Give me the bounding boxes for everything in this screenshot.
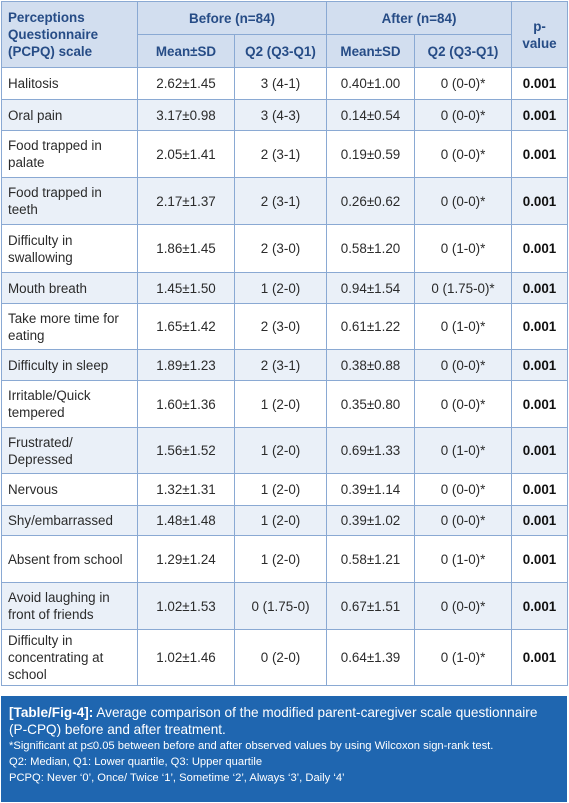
table-row: [2, 428, 568, 474]
after-mean-header: Mean±SD: [327, 35, 415, 68]
after-q2-cell: 0 (1.75-0)*: [415, 273, 512, 304]
p-value-cell: 0.001: [512, 506, 568, 536]
before-mean-cell: 2.62±1.45: [138, 68, 235, 100]
after-mean-cell: 0.39±1.02: [327, 506, 415, 536]
after-q2-cell: 0 (0-0)*: [415, 474, 512, 506]
p-value-cell: 0.001: [512, 381, 568, 428]
table-row: [2, 474, 568, 506]
table-row: [2, 131, 568, 178]
item-cell: Nervous: [2, 474, 138, 506]
table-row: [2, 536, 568, 583]
item-cell: Frustrated/ Depressed: [2, 428, 138, 474]
caption-main: [9, 704, 559, 738]
header-row-top: [2, 2, 568, 35]
after-mean-cell: 0.38±0.88: [327, 350, 415, 381]
before-header: Before (n=84): [138, 2, 327, 35]
before-mean-header: Mean±SD: [138, 35, 235, 68]
before-q2-cell: 1 (2-0): [235, 381, 327, 428]
results-table: [1, 1, 568, 686]
caption-note-significance: *Significant at p≤0.05 between before and after observed values by using Wilcoxon sign-rank test.: [9, 740, 494, 752]
table-row: [2, 178, 568, 225]
after-mean-cell: 0.39±1.14: [327, 474, 415, 506]
item-cell: Difficulty in sleep: [2, 350, 138, 381]
before-q2-cell: 1 (2-0): [235, 506, 327, 536]
item-cell: Difficulty in swallowing: [2, 225, 138, 273]
after-q2-cell: 0 (0-0)*: [415, 381, 512, 428]
caption-note-quartiles: Q2: Median, Q1: Lower quartile, Q3: Upper quartile: [9, 756, 263, 768]
table-body: [2, 68, 568, 686]
after-q2-header: Q2 (Q3-Q1): [415, 35, 512, 68]
after-q2-cell: 0 (0-0)*: [415, 100, 512, 131]
table-row: [2, 100, 568, 131]
p-value-cell: 0.001: [512, 350, 568, 381]
p-value-cell: 0.001: [512, 68, 568, 100]
before-mean-cell: 1.89±1.23: [138, 350, 235, 381]
after-q2-cell: 0 (1-0)*: [415, 304, 512, 350]
p-value-cell: 0.001: [512, 100, 568, 131]
p-value-cell: 0.001: [512, 428, 568, 474]
item-cell: Shy/embarrassed: [2, 506, 138, 536]
before-q2-cell: 2 (3-0): [235, 225, 327, 273]
after-mean-cell: 0.40±1.00: [327, 68, 415, 100]
before-q2-cell: 1 (2-0): [235, 428, 327, 474]
scale-header: Perceptions Questionnaire (PCPQ) scale: [2, 2, 138, 68]
before-mean-cell: 1.65±1.42: [138, 304, 235, 350]
after-q2-cell: 0 (0-0)*: [415, 68, 512, 100]
p-value-cell: 0.001: [512, 583, 568, 630]
item-cell: Mouth breath: [2, 273, 138, 304]
after-q2-cell: 0 (0-0)*: [415, 506, 512, 536]
after-mean-cell: 0.61±1.22: [327, 304, 415, 350]
item-cell: Avoid laughing in front of friends: [2, 583, 138, 630]
table-row: [2, 583, 568, 630]
caption-label: [Table/Fig-4]:: [9, 705, 94, 720]
after-q2-cell: 0 (0-0)*: [415, 131, 512, 178]
before-q2-header: Q2 (Q3-Q1): [235, 35, 327, 68]
p-value-cell: 0.001: [512, 273, 568, 304]
p-value-cell: 0.001: [512, 178, 568, 225]
after-mean-cell: 0.58±1.20: [327, 225, 415, 273]
after-q2-cell: 0 (0-0)*: [415, 178, 512, 225]
table-row: [2, 350, 568, 381]
table-row: [2, 68, 568, 100]
after-q2-cell: 0 (1-0)*: [415, 536, 512, 583]
item-cell: Difficulty in concentrating at school: [2, 630, 138, 686]
before-mean-cell: 2.05±1.41: [138, 131, 235, 178]
after-q2-cell: 0 (1-0)*: [415, 630, 512, 686]
p-value-cell: 0.001: [512, 304, 568, 350]
before-mean-cell: 3.17±0.98: [138, 100, 235, 131]
p-value-cell: 0.001: [512, 536, 568, 583]
before-mean-cell: 1.86±1.45: [138, 225, 235, 273]
p-value-cell: 0.001: [512, 131, 568, 178]
pvalue-header: p-value: [512, 2, 568, 68]
after-mean-cell: 0.64±1.39: [327, 630, 415, 686]
before-mean-cell: 1.48±1.48: [138, 506, 235, 536]
before-q2-cell: 1 (2-0): [235, 536, 327, 583]
after-q2-cell: 0 (0-0)*: [415, 583, 512, 630]
item-cell: Food trapped in teeth: [2, 178, 138, 225]
before-q2-cell: 3 (4-1): [235, 68, 327, 100]
before-q2-cell: 2 (3-0): [235, 304, 327, 350]
after-header: After (n=84): [327, 2, 512, 35]
item-cell: Food trapped in palate: [2, 131, 138, 178]
table-caption: [1, 696, 567, 802]
table-row: [2, 304, 568, 350]
before-mean-cell: 1.45±1.50: [138, 273, 235, 304]
before-q2-cell: 2 (3-1): [235, 178, 327, 225]
after-mean-cell: 0.67±1.51: [327, 583, 415, 630]
item-cell: Take more time for eating: [2, 304, 138, 350]
table-row: [2, 506, 568, 536]
p-value-cell: 0.001: [512, 630, 568, 686]
before-q2-cell: 1 (2-0): [235, 474, 327, 506]
before-mean-cell: 2.17±1.37: [138, 178, 235, 225]
table-row: [2, 273, 568, 304]
caption-text: Average comparison of the modified parent-caregiver scale questionnaire (P-CPQ) before and after treatment.: [9, 705, 538, 737]
before-mean-cell: 1.29±1.24: [138, 536, 235, 583]
before-mean-cell: 1.02±1.53: [138, 583, 235, 630]
before-mean-cell: 1.56±1.52: [138, 428, 235, 474]
before-q2-cell: 3 (4-3): [235, 100, 327, 131]
p-value-cell: 0.001: [512, 474, 568, 506]
item-cell: Absent from school: [2, 536, 138, 583]
before-q2-cell: 1 (2-0): [235, 273, 327, 304]
before-mean-cell: 1.32±1.31: [138, 474, 235, 506]
before-q2-cell: 2 (3-1): [235, 131, 327, 178]
after-mean-cell: 0.58±1.21: [327, 536, 415, 583]
after-q2-cell: 0 (1-0)*: [415, 428, 512, 474]
before-mean-cell: 1.60±1.36: [138, 381, 235, 428]
caption-note-scale: PCPQ: Never ‘0’, Once/ Twice ‘1’, Sometime ‘2’, Always ‘3’, Daily ‘4’: [9, 772, 345, 784]
item-cell: Oral pain: [2, 100, 138, 131]
before-q2-cell: 2 (3-1): [235, 350, 327, 381]
after-mean-cell: 0.19±0.59: [327, 131, 415, 178]
before-q2-cell: 0 (1.75-0): [235, 583, 327, 630]
after-mean-cell: 0.69±1.33: [327, 428, 415, 474]
p-value-cell: 0.001: [512, 225, 568, 273]
item-cell: Irritable/Quick tempered: [2, 381, 138, 428]
after-q2-cell: 0 (0-0)*: [415, 350, 512, 381]
before-q2-cell: 0 (2-0): [235, 630, 327, 686]
table-row: [2, 225, 568, 273]
table-row: [2, 630, 568, 686]
before-mean-cell: 1.02±1.46: [138, 630, 235, 686]
after-mean-cell: 0.14±0.54: [327, 100, 415, 131]
after-mean-cell: 0.94±1.54: [327, 273, 415, 304]
after-q2-cell: 0 (1-0)*: [415, 225, 512, 273]
after-mean-cell: 0.26±0.62: [327, 178, 415, 225]
item-cell: Halitosis: [2, 68, 138, 100]
table-row: [2, 381, 568, 428]
after-mean-cell: 0.35±0.80: [327, 381, 415, 428]
